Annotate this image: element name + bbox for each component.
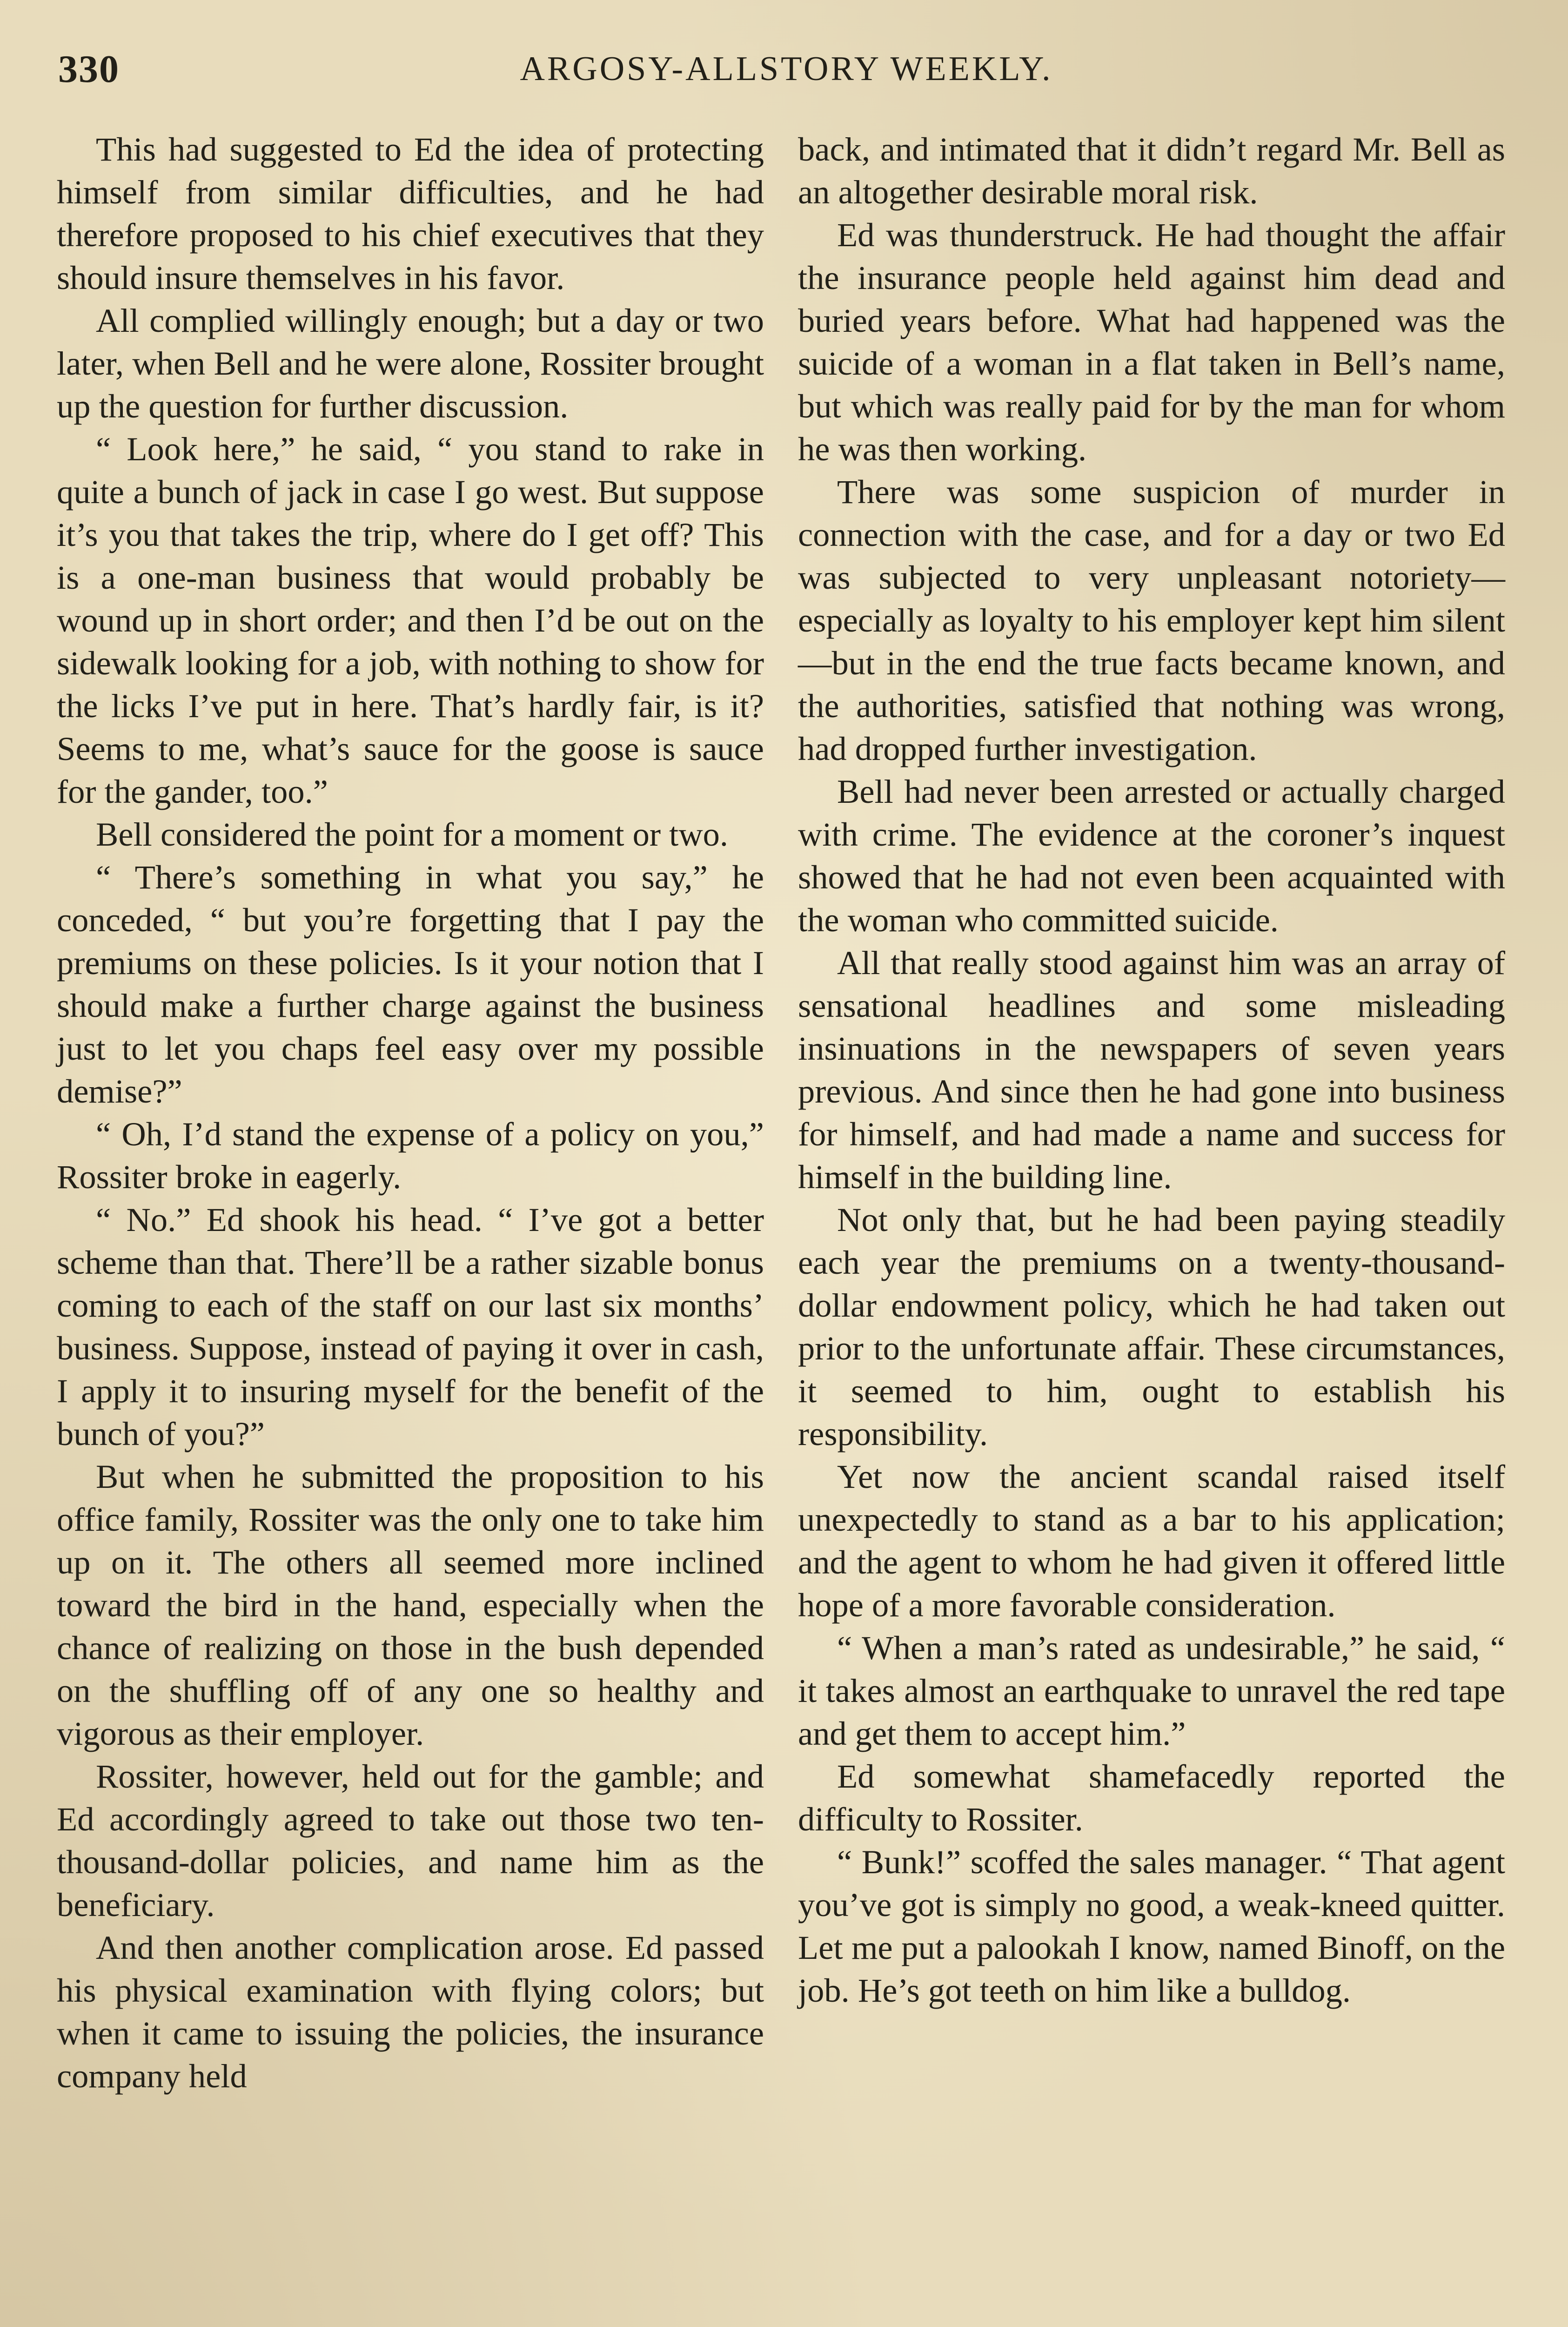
paragraph: Not only that, but he had been paying steadily each year the premiums on a twenty-thousand-dollar endowment policy, which he had taken out prior to the unfortunate affair. These circumstances, it seemed to him, ought to establish his responsibility. — [798, 1201, 1505, 1453]
page-number: 330 — [58, 47, 120, 91]
paragraph: All complied willingly enough; but a day or two later, when Bell and he were alone, Rossiter brought up the question for further discussion. — [57, 302, 764, 425]
page-header — [58, 47, 1514, 98]
right-column — [798, 128, 1505, 2012]
paragraph: Bell considered the point for a moment or two. — [96, 815, 729, 853]
running-head: ARGOSY-ALLSTORY WEEKLY. — [520, 50, 1053, 88]
paragraph: Ed somewhat shamefacedly reported the difficulty to Rossiter. — [798, 1757, 1505, 1838]
paragraph: “ When a man’s rated as undesirable,” he said, “ it takes almost an earthquake to unravel the red tape and get them to accept him.” — [798, 1629, 1505, 1752]
paragraph: “ Look here,” he said, “ you stand to rake in quite a bunch of jack in case I go west. But suppose it’s you that takes the trip, where do I get off? This is a one-man business that would probably be wound up in short order; and then I’d be out on the sidewalk looking for a job, with nothing to show for the licks I’ve put in here. That’s hardly fair, is it? Seems to me, what’s sauce for the goose is sauce for the gander, too.” — [57, 430, 764, 810]
paragraph: And then another complication arose. Ed passed his physical examination with flying colors; but when it came to issuing the policies, the insurance company held — [57, 1929, 764, 2095]
paragraph-1-first-line-text: This had suggested to Ed the idea of — [96, 130, 615, 168]
paragraph: Bell had never been arrested or actually charged with crime. The evidence at the coroner’s inquest showed that he had not even been acquainted with the woman who committed suicide. — [798, 773, 1505, 939]
paragraph: “ Oh, I’d stand the expense of a policy on you,” Rossiter broke in eagerly. — [57, 1115, 764, 1196]
left-column — [57, 128, 764, 2098]
paragraph: All that really stood against him was an array of sensational headlines and some misleading insinuations in the newspapers of seven years previous. And since then he had gone into business for himself, and had made a name and success for himself in the building line. — [798, 944, 1505, 1196]
paragraph: “ There’s something in what you say,” he conceded, “ but you’re forgetting that I pay the premiums on these policies. Is it your notion that I should make a further charge against the business just to let you chaps feel easy over my possible demise?” — [57, 858, 764, 1110]
paragraph: Rossiter, however, held out for the gamble; and Ed accordingly agreed to take out those two ten-thousand-dollar policies, and name him as the beneficiary. — [57, 1757, 764, 1923]
paragraph: Yet now the ancient scandal raised itself unexpectedly to stand as a bar to his application; and the agent to whom he had given it offered little hope of a more favorable consideration. — [798, 1458, 1505, 1624]
paragraph: Ed was thunderstruck. He had thought the affair the insurance people held against him dead and buried years before. What had happened was the suicide of a woman in a flat taken in Bell’s name, but which was really paid for by the man for whom he was then working. — [798, 216, 1505, 468]
paragraph: There was some suspicion of murder in connection with the case, and for a day or two Ed was subjected to very unpleasant notoriety—especially as loyalty to his employer kept him silent—but in the end the true facts became known, and the authorities, satisfied that nothing was wrong, had dropped further investigation. — [798, 473, 1505, 767]
paragraph: “ No.” Ed shook his head. “ I’ve got a better scheme than that. There’ll be a rather sizable bonus coming to each of the staff on our last six months’ business. Suppose, instead of paying it over in cash, I apply it to insuring myself for the benefit of the bunch of you?” — [57, 1201, 764, 1453]
paragraph-continued: back, and intimated that it didn’t regard Mr. Bell as an altogether desirable moral risk. — [798, 130, 1505, 211]
paragraph-1-first-line — [57, 128, 764, 299]
paragraph: “ Bunk!” scoffed the sales manager. “ That agent you’ve got is simply no good, a weak-kneed quitter. Let me put a palookah I know, named Binoff, on the job. He’s got teeth on him like a bulldog. — [798, 1843, 1505, 2009]
paragraph-1-rest: protecting himself from similar difficulties, and he had therefore proposed to his chief executives that they should insure themselves in his favor. — [57, 130, 764, 296]
paragraph: But when he submitted the proposition to his office family, Rossiter was the only one to take him up on it. The others all seemed more inclined toward the bird in the hand, especially when the chance of realizing on those in the bush depended on the shuffling off of any one so healthy and vigorous as their employer. — [57, 1458, 764, 1752]
